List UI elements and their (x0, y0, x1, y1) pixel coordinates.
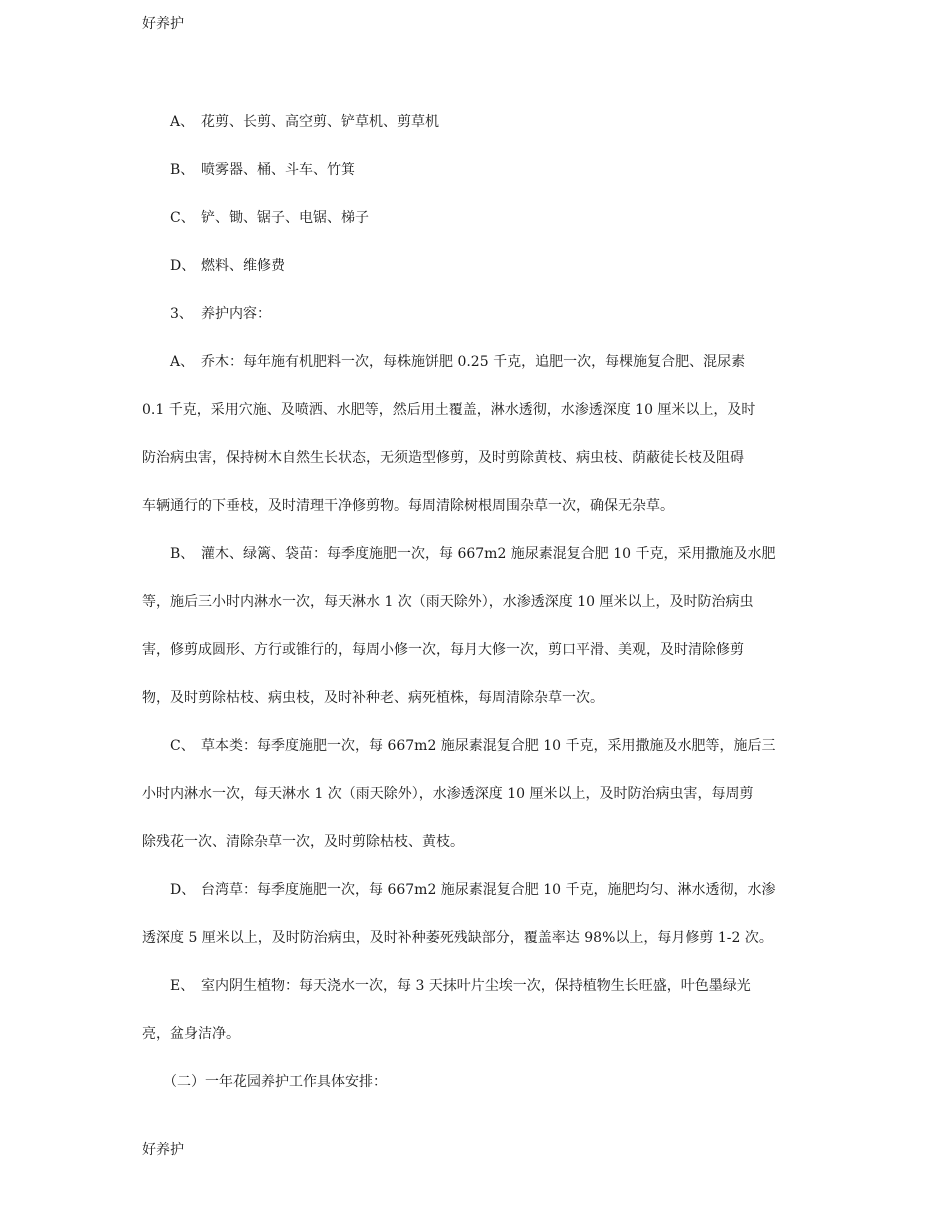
paragraph-label: D、 (170, 882, 196, 898)
paragraph-line-text: 乔木：每年施有机肥料一次，每株施饼肥 0.25 千克，追肥一次，每棵施复合肥、混尿素 (201, 354, 746, 370)
item-label: D、 (170, 258, 196, 274)
item-label: B、 (170, 162, 195, 178)
paragraph-line: 小时内淋水一次，每天淋水 1 次（雨天除外），水渗透深度 10 厘米以上，及时防治病虫害，每周剪 (142, 786, 754, 802)
list-item (170, 303, 271, 323)
item-label: A、 (170, 114, 195, 130)
paragraph-label: B、 (170, 546, 195, 562)
item-label: C、 (170, 210, 195, 226)
paragraph-line (170, 543, 776, 563)
page-footer: 好养护 (142, 1142, 184, 1158)
paragraph-line: 除残花一次、清除杂草一次，及时剪除枯枝、黄枝。 (142, 834, 464, 850)
section-heading: （二）一年花园养护工作具体安排： (163, 1074, 387, 1090)
paragraph-line-text: 灌木、绿篱、袋苗：每季度施肥一次，每 667m2 施尿素混复合肥 10 千克，采用撒施及水肥 (201, 546, 776, 562)
paragraph-line: 防治病虫害，保持树木自然生长状态，无须造型修剪，及时剪除黄枝、病虫枝、荫蔽徒长枝及阻碍 (142, 450, 744, 466)
paragraph-line: 0.1 千克，采用穴施、及喷洒、水肥等，然后用土覆盖，淋水透彻，水渗透深度 10 厘米以上，及时 (142, 402, 756, 418)
item-label: 3、 (170, 306, 193, 322)
paragraph-line: 亮，盆身洁净。 (142, 1026, 240, 1042)
list-item (170, 207, 369, 227)
paragraph-line (170, 975, 751, 995)
paragraph-line-text: 草本类：每季度施肥一次，每 667m2 施尿素混复合肥 10 千克，采用撒施及水肥等，施后三 (201, 738, 776, 754)
paragraph-line: 物，及时剪除枯枝、病虫枝，及时补种老、病死植株，每周清除杂草一次。 (142, 690, 604, 706)
paragraph-line: 害，修剪成圆形、方行或锥行的，每周小修一次，每月大修一次，剪口平滑、美观，及时清除修剪 (142, 642, 744, 658)
item-text: 铲、锄、锯子、电锯、梯子 (201, 210, 369, 226)
item-text: 燃料、维修费 (201, 258, 285, 274)
item-text: 喷雾器、桶、斗车、竹箕 (201, 162, 355, 178)
list-item (170, 159, 355, 179)
page-header: 好养护 (142, 16, 184, 32)
paragraph-label: A、 (170, 354, 195, 370)
item-text: 花剪、长剪、高空剪、铲草机、剪草机 (201, 114, 439, 130)
paragraph-label: E、 (170, 978, 195, 994)
paragraph-label: C、 (170, 738, 195, 754)
list-item (170, 111, 439, 131)
paragraph-line: 透深度 5 厘米以上，及时防治病虫，及时补种萎死残缺部分，覆盖率达 98%以上，每月修剪 1-2 次。 (142, 930, 773, 946)
paragraph-line-text: 室内阴生植物：每天浇水一次，每 3 天抹叶片尘埃一次，保持植物生长旺盛，叶色墨绿光 (201, 978, 751, 994)
paragraph-line: 等，施后三小时内淋水一次，每天淋水 1 次（雨天除外），水渗透深度 10 厘米以上，及时防治病虫 (142, 594, 754, 610)
paragraph-line (170, 351, 745, 371)
paragraph-line (170, 879, 776, 899)
paragraph-line-text: 台湾草：每季度施肥一次，每 667m2 施尿素混复合肥 10 千克，施肥均匀、淋水透彻，水渗 (201, 882, 776, 898)
item-text: 养护内容： (201, 306, 271, 322)
paragraph-line: 车辆通行的下垂枝，及时清理干净修剪物。每周清除树根周围杂草一次，确保无杂草。 (142, 498, 674, 514)
paragraph-line (170, 735, 776, 755)
list-item (170, 255, 285, 275)
